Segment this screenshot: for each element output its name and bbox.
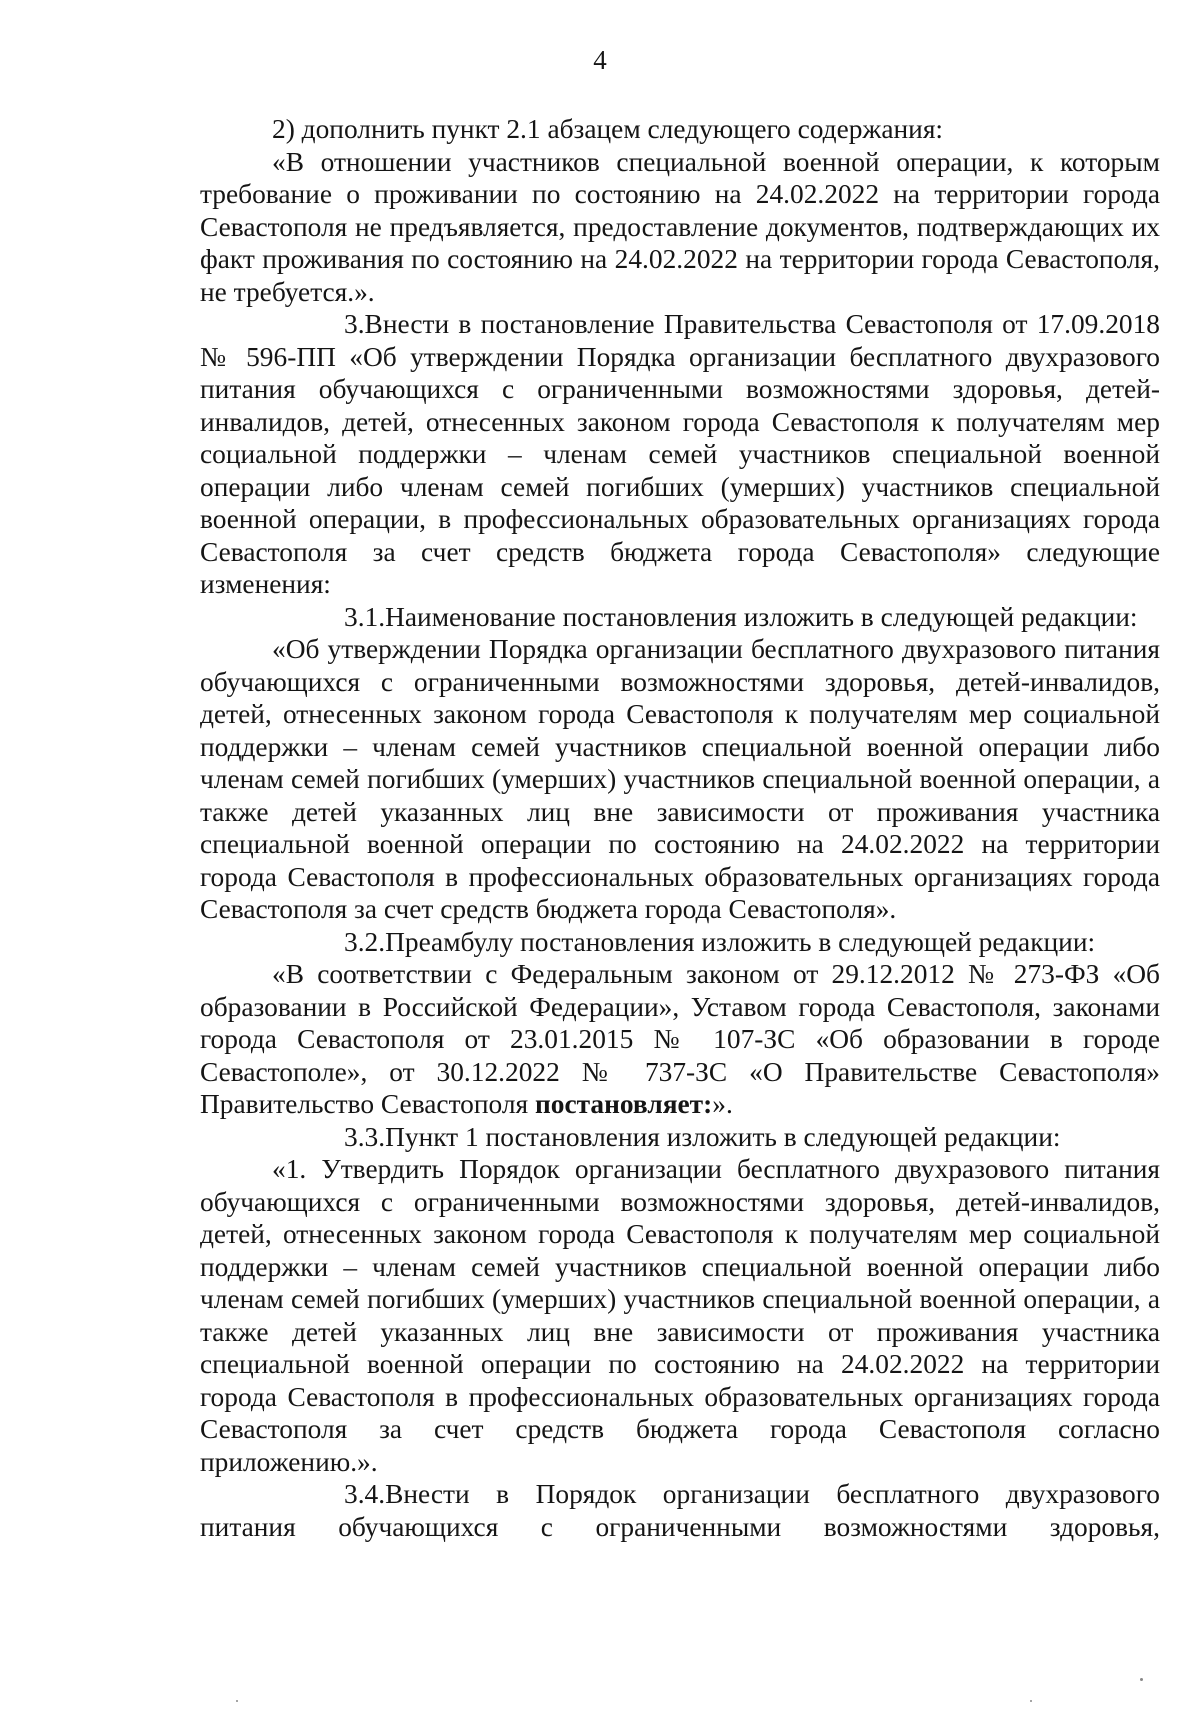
paragraph-text-tail: ». <box>712 1089 733 1119</box>
paragraph-text: «В соответствии с Федеральным законом от 29.12.2012 № 273-ФЗ «Об образовании в Российской Федерации», Уставом города Севастополя, законами города Севастополя от 23.01.2015 № 107-ЗС «Об образовании в городе Севастополе», от 30.12.2022 № 737-ЗС «О Правительстве Севастополя» Правительство Севастополя <box>200 959 1160 1119</box>
paragraph-item-3-3 <box>200 1121 1160 1154</box>
item-number: 3.3. <box>344 1121 386 1152</box>
paragraph-text: Пункт 1 постановления изложить в следующей редакции: <box>385 1121 1061 1152</box>
paragraph-text: «1. Утвердить Порядок организации бесплатного двухразового питания обучающихся с ограниченными возможностями здоровья, детей-инвалидов, детей, отнесенных законом города Севастополя к получателям мер социальной поддержки – членам семей участников специальной военной операции либо членам семей погибших (умерших) участников специальной военной операции, а также детей указанных лиц вне зависимости от проживания участника специальной военной операции по состоянию на 24.02.2022 на территории города Севастополя в профессиональных образовательных организациях города Севастополя за счет средств бюджета города Севастополя согласно приложению.». <box>200 1154 1160 1477</box>
paragraph-text: «Об утверждении Порядка организации бесплатного двухразового питания обучающихся с ограниченными возможностями здоровья, детей-инвалидов, детей, отнесенных законом города Севастополя к получателям мер социальной поддержки – членам семей участников специальной военной операции либо членам семей погибших (умерших) участников специальной военной операции, а также детей указанных лиц вне зависимости от проживания участника специальной военной операции по состоянию на 24.02.2022 на территории города Севастополя в профессиональных образовательных организациях города Севастополя за счет средств бюджета города Севастополя». <box>200 634 1160 924</box>
document-body <box>200 113 1160 1543</box>
paragraph-bold-text: постановляет: <box>535 1089 713 1119</box>
paragraph-amend-item-2 <box>200 113 1160 146</box>
paragraph-text: Преамбулу постановления изложить в следующей редакции: <box>385 926 1096 957</box>
scan-speck <box>1030 1700 1032 1702</box>
paragraph-quote-new-title <box>200 633 1160 926</box>
paragraph-quote-svo-residency <box>200 146 1160 309</box>
paragraph-text: Наименование постановления изложить в следующей редакции: <box>385 601 1138 632</box>
item-number: 3.1. <box>344 601 386 632</box>
paragraph-item-3-1 <box>200 601 1160 634</box>
page-number: 4 <box>593 45 607 75</box>
scan-speck <box>1140 1678 1143 1681</box>
item-number: 3.4. <box>344 1479 386 1509</box>
paragraph-text: Внести в постановление Правительства Севастополя от 17.09.2018 № 596-ПП «Об утверждении Порядка организации бесплатного двухразового питания обучающихся с ограниченными возможностями здоровья, детей-инвалидов, детей, отнесенных законом города Севастополя к получателям мер социальной поддержки – членам семей участников специальной военной операции либо членам семей погибших (умерших) участников специальной военной операции, в профессиональных образовательных организациях города Севастополя за счет средств бюджета города Севастополя» следующие изменения: <box>200 309 1160 599</box>
paragraph-quote-item-1 <box>200 1153 1160 1478</box>
paragraph-text: «В отношении участников специальной военной операции, к которым требование о проживании по состоянию на 24.02.2022 на территории города Севастополя не предъявляется, предоставление документов, подтверждающих их факт проживания по состоянию на 24.02.2022 на территории города Севастополя, не требуется.». <box>200 146 1160 307</box>
item-number: 3.2. <box>344 926 386 957</box>
item-number: 3. <box>344 309 365 339</box>
paragraph-item-3-2 <box>200 926 1160 959</box>
paragraph-text: Внести в Порядок организации бесплатного двухразового питания обучающихся с ограниченными возможностями здоровья, <box>200 1479 1160 1542</box>
paragraph-quote-preamble <box>200 958 1160 1121</box>
paragraph-item-3-4 <box>200 1478 1160 1543</box>
paragraph-text: 2) дополнить пункт 2.1 абзацем следующего содержания: <box>272 114 944 144</box>
scan-speck <box>236 1700 238 1702</box>
paragraph-item-3 <box>200 308 1160 601</box>
